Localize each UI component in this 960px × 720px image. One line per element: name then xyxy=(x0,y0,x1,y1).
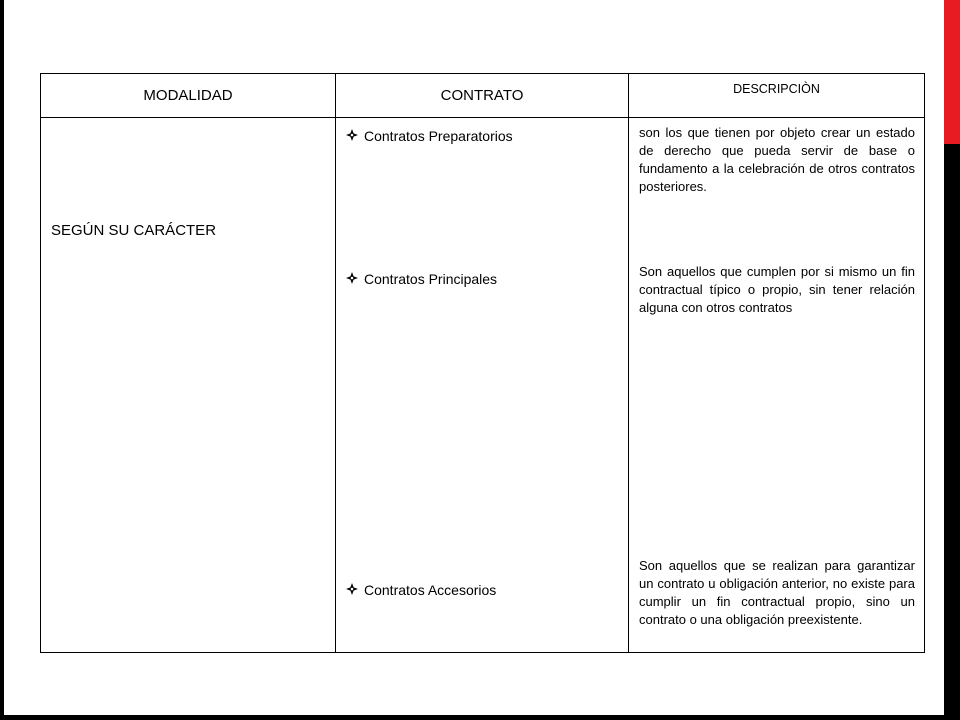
descripcion-cell xyxy=(629,118,925,653)
table-row xyxy=(41,118,925,653)
right-accent-bar xyxy=(944,0,960,144)
list-item xyxy=(346,271,497,287)
contrato-label: Contratos Principales xyxy=(364,271,498,287)
left-frame-bar xyxy=(0,0,4,720)
descripcion-text: Son aquellos que cumplen por si mismo un fin contractual típico o propio, sin tener relación alguna con otros contratos xyxy=(639,264,915,315)
header-descripcion: DESCRIPCIÒN xyxy=(629,74,925,118)
right-frame-bar xyxy=(944,144,960,720)
modalidad-cell xyxy=(41,118,336,653)
diamond-bullet-icon xyxy=(346,272,360,287)
diamond-bullet-icon xyxy=(346,129,360,144)
contrato-cell xyxy=(336,118,629,653)
list-item xyxy=(346,128,513,144)
contrato-label: Contratos Preparatorios xyxy=(364,128,513,144)
descripcion-text: Son aquellos que se realizan para garantizar un contrato u obligación anterior, no existe para cumplir un fin contractual propio, sino un contrato o una obligación preexistente. xyxy=(639,558,915,627)
contrato-label: Contratos Accesorios xyxy=(364,582,497,598)
table-header-row xyxy=(41,74,925,118)
modalidad-value: SEGÚN SU CARÁCTER xyxy=(51,222,217,239)
header-modalidad: MODALIDAD xyxy=(41,74,336,118)
contracts-table xyxy=(40,73,925,653)
diamond-bullet-icon xyxy=(346,583,360,598)
list-item xyxy=(346,582,496,598)
bottom-frame-rule xyxy=(0,715,944,720)
header-contrato: CONTRATO xyxy=(336,74,629,118)
descripcion-text: son los que tienen por objeto crear un estado de derecho que pueda servir de base o fundamento a la celebración de otros contratos posteriores. xyxy=(639,125,915,194)
